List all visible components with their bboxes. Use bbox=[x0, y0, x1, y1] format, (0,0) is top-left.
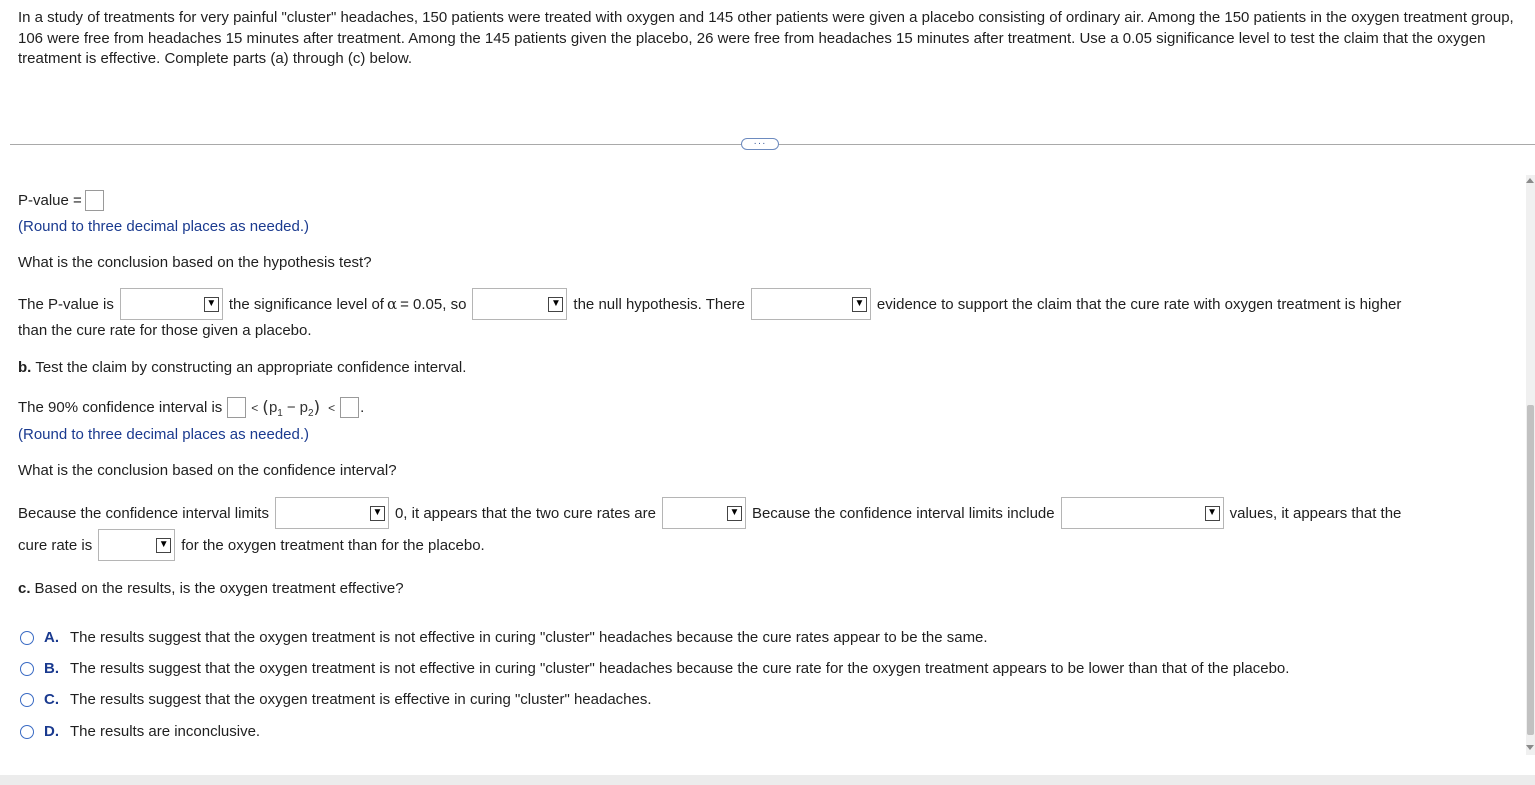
option-text: The results suggest that the oxygen treatment is effective in curing "cluster" headaches. bbox=[70, 691, 652, 708]
ci-sentence-row bbox=[18, 497, 1401, 529]
hyp-text-3: the null hypothesis. There bbox=[573, 295, 745, 313]
option-c[interactable] bbox=[20, 691, 652, 708]
hyp-text-2: the significance level of bbox=[228, 295, 384, 313]
dropdown-arrow-icon: ▼ bbox=[370, 506, 385, 521]
bottom-toolbar bbox=[0, 775, 1535, 785]
expand-more-button[interactable]: ··· bbox=[741, 138, 779, 150]
option-b[interactable] bbox=[20, 660, 1289, 677]
option-letter: B. bbox=[44, 660, 59, 677]
part-c-letter: c. bbox=[18, 580, 31, 597]
hyp-text-4: evidence to support the claim that the cure rate with oxygen treatment is higher bbox=[876, 295, 1402, 313]
minus-symbol: − bbox=[286, 399, 296, 416]
radio-button-icon[interactable] bbox=[20, 693, 34, 707]
p2-symbol: $p_2$ bbox=[299, 399, 314, 419]
hyp-text-5: than the cure rate for those given a placebo. bbox=[18, 322, 312, 339]
part-c-text: Based on the results, is the oxygen treatment effective? bbox=[34, 580, 404, 597]
evidence-select[interactable] bbox=[751, 288, 871, 320]
scrollbar-thumb[interactable] bbox=[1527, 405, 1534, 735]
ci-row bbox=[18, 397, 364, 418]
ci-text-1: Because the confidence interval limits bbox=[18, 504, 269, 522]
part-b-heading bbox=[18, 359, 466, 376]
ci-text-5: cure rate is bbox=[18, 536, 93, 554]
ci-upper-input[interactable] bbox=[340, 397, 359, 418]
pvalue-row bbox=[18, 190, 105, 211]
problem-statement: In a study of treatments for very painful "cluster" headaches, 150 patients were treated with oxygen and 145 other patients were given a placebo consisting of ordinary air. Among the 150 patients in the oxygen treatment group, 106 were free from headaches 15 minutes after treatment. Among the 145 patients given the placebo, 26 were free from headaches 15 minutes after treatment. Use a 0.05 significance level to test the claim that the oxygen treatment is effective. Complete parts (a) through (c) below. bbox=[18, 9, 1514, 67]
dropdown-arrow-icon: ▼ bbox=[548, 297, 563, 312]
ci-period: . bbox=[360, 399, 365, 416]
pvalue-input[interactable] bbox=[85, 190, 104, 211]
ci-sentence-row-2 bbox=[18, 529, 485, 561]
radio-button-icon[interactable] bbox=[20, 662, 34, 676]
alpha-value: = 0.05, so bbox=[400, 295, 467, 313]
scroll-up-arrow-icon[interactable] bbox=[1526, 178, 1534, 183]
less-than-symbol: < bbox=[251, 400, 259, 415]
ci-label: The 90% confidence interval is bbox=[18, 399, 223, 416]
p1-symbol: $p_1$ bbox=[268, 399, 283, 419]
ci-text-4: values, it appears that the bbox=[1229, 504, 1402, 522]
hyp-sentence-row bbox=[18, 288, 1401, 320]
ci-values-select[interactable] bbox=[1061, 497, 1224, 529]
dropdown-arrow-icon: ▼ bbox=[727, 506, 742, 521]
ci-limits-select[interactable] bbox=[275, 497, 389, 529]
option-letter: A. bbox=[44, 629, 59, 646]
ci-text-2: 0, it appears that the two cure rates are bbox=[394, 504, 656, 522]
close-paren: ) bbox=[313, 397, 321, 418]
radio-button-icon[interactable] bbox=[20, 725, 34, 739]
open-paren: ( bbox=[262, 397, 269, 418]
cure-rate-comparison-select[interactable] bbox=[98, 529, 175, 561]
less-than-symbol: < bbox=[328, 400, 336, 415]
cure-rates-select[interactable] bbox=[662, 497, 746, 529]
dropdown-arrow-icon: ▼ bbox=[852, 297, 867, 312]
ci-lower-input[interactable] bbox=[227, 397, 246, 418]
ci-question: What is the conclusion based on the confidence interval? bbox=[18, 462, 397, 479]
option-d[interactable] bbox=[20, 723, 260, 740]
dropdown-arrow-icon: ▼ bbox=[156, 538, 171, 553]
dropdown-arrow-icon: ▼ bbox=[1205, 506, 1220, 521]
hyp-question: What is the conclusion based on the hypothesis test? bbox=[18, 254, 372, 271]
option-letter: D. bbox=[44, 723, 59, 740]
pvalue-round-note: (Round to three decimal places as needed.) bbox=[18, 218, 310, 235]
null-hypothesis-decision-select[interactable] bbox=[472, 288, 567, 320]
option-letter: C. bbox=[44, 691, 59, 708]
ci-text-6: for the oxygen treatment than for the placebo. bbox=[181, 536, 485, 554]
option-a[interactable] bbox=[20, 629, 988, 646]
option-text: The results suggest that the oxygen treatment is not effective in curing "cluster" headaches because the cure rates appear to be the same. bbox=[70, 629, 988, 646]
pvalue-label: P-value = bbox=[18, 192, 82, 209]
dropdown-arrow-icon: ▼ bbox=[204, 297, 219, 312]
ci-round-note: (Round to three decimal places as needed.) bbox=[18, 426, 310, 443]
hyp-text-1: The P-value is bbox=[18, 295, 114, 313]
option-text: The results suggest that the oxygen treatment is not effective in curing "cluster" headaches because the cure rate for the oxygen treatment appears to be lower than that of the placebo. bbox=[70, 660, 1290, 677]
option-text: The results are inconclusive. bbox=[70, 723, 261, 740]
alpha-symbol: α bbox=[386, 295, 398, 313]
part-c-heading bbox=[18, 580, 404, 597]
pvalue-comparison-select[interactable] bbox=[120, 288, 223, 320]
radio-button-icon[interactable] bbox=[20, 631, 34, 645]
part-b-text: Test the claim by constructing an appropriate confidence interval. bbox=[35, 359, 467, 376]
part-b-letter: b. bbox=[18, 359, 32, 376]
ci-text-3: Because the confidence interval limits include bbox=[751, 504, 1055, 522]
scroll-down-arrow-icon[interactable] bbox=[1526, 745, 1534, 750]
